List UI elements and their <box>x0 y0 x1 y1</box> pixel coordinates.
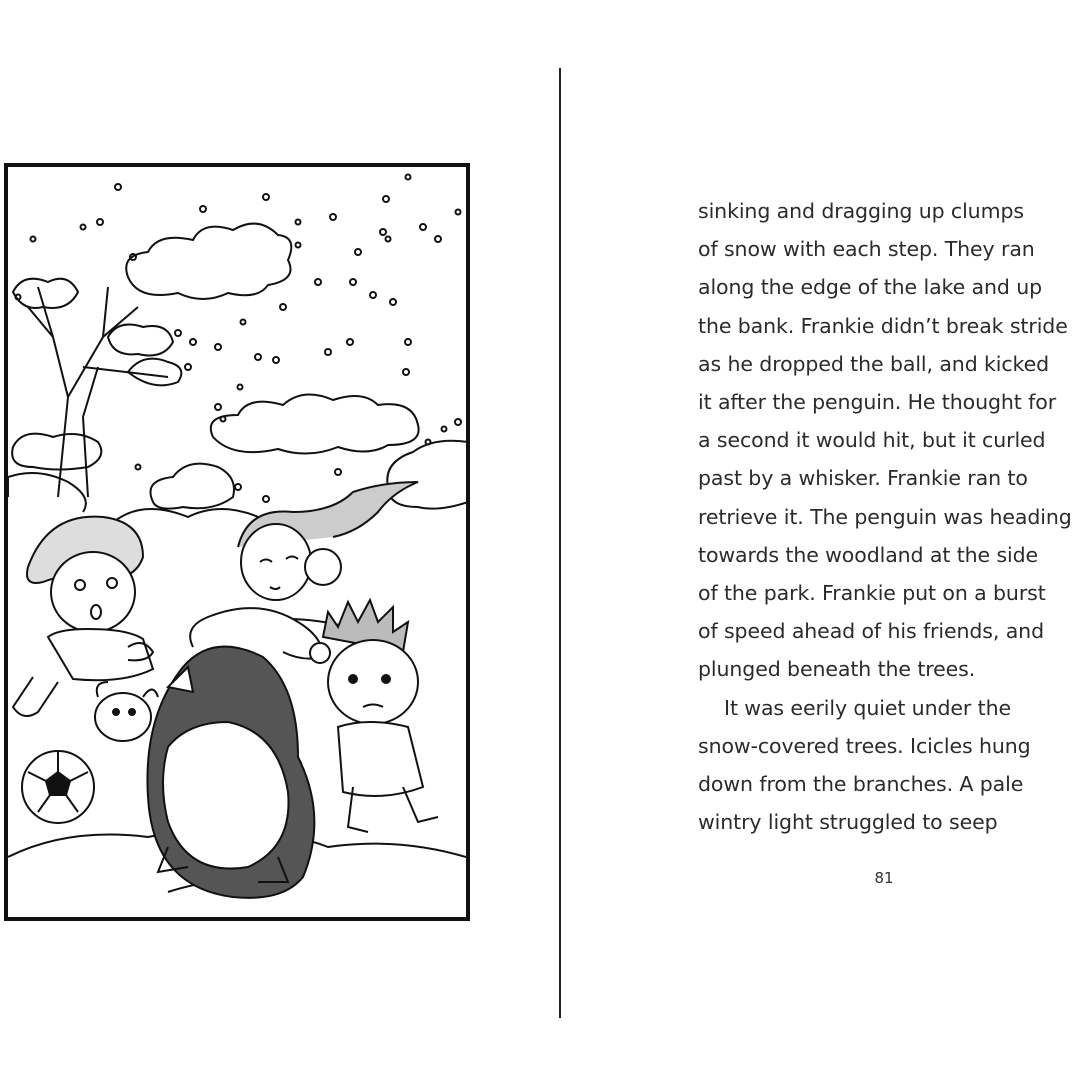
text-line: of speed ahead of his friends, and <box>698 619 1044 644</box>
text-line: snow-covered trees. Icicles hung <box>698 733 1031 758</box>
girl-with-earmuffs <box>238 482 418 600</box>
text-line: retrieve it. The penguin was heading <box>698 504 1072 529</box>
text-line: as he dropped the ball, and kicked <box>698 351 1050 376</box>
text-line: of the park. Frankie put on a burst <box>698 581 1046 606</box>
snowy-park-penguin-illustration <box>8 167 466 917</box>
text-page <box>698 192 1076 841</box>
text-line: It was eerily quiet under the <box>724 695 1011 720</box>
text-line: the bank. Frankie didn’t break stride <box>698 313 1068 338</box>
snowy-tree <box>8 279 181 512</box>
puppy <box>95 682 158 741</box>
page-number: 81 <box>874 869 894 887</box>
snowflakes <box>16 175 462 503</box>
text-line: sinking and dragging up clumps <box>698 199 1024 223</box>
illustration-panel <box>4 163 470 921</box>
text-line: towards the woodland at the side <box>698 542 1039 567</box>
boy-with-hat <box>13 517 153 716</box>
page-gutter <box>559 68 561 1018</box>
penguin <box>147 608 330 898</box>
text-line: plunged beneath the trees. <box>698 657 976 682</box>
text-line: past by a whisker. Frankie ran to <box>698 466 1028 491</box>
text-line: wintry light struggled to seep <box>698 810 998 835</box>
text-line: along the edge of the lake and up <box>698 275 1042 300</box>
boy-spiky-hair <box>323 600 438 832</box>
text-line: a second it would hit, but it curled <box>698 428 1046 453</box>
text-line: of snow with each step. They ran <box>698 237 1035 262</box>
text-line: it after the penguin. He thought for <box>698 390 1057 415</box>
text-line: down from the branches. A pale <box>698 772 1024 797</box>
soccer-ball <box>22 751 94 823</box>
